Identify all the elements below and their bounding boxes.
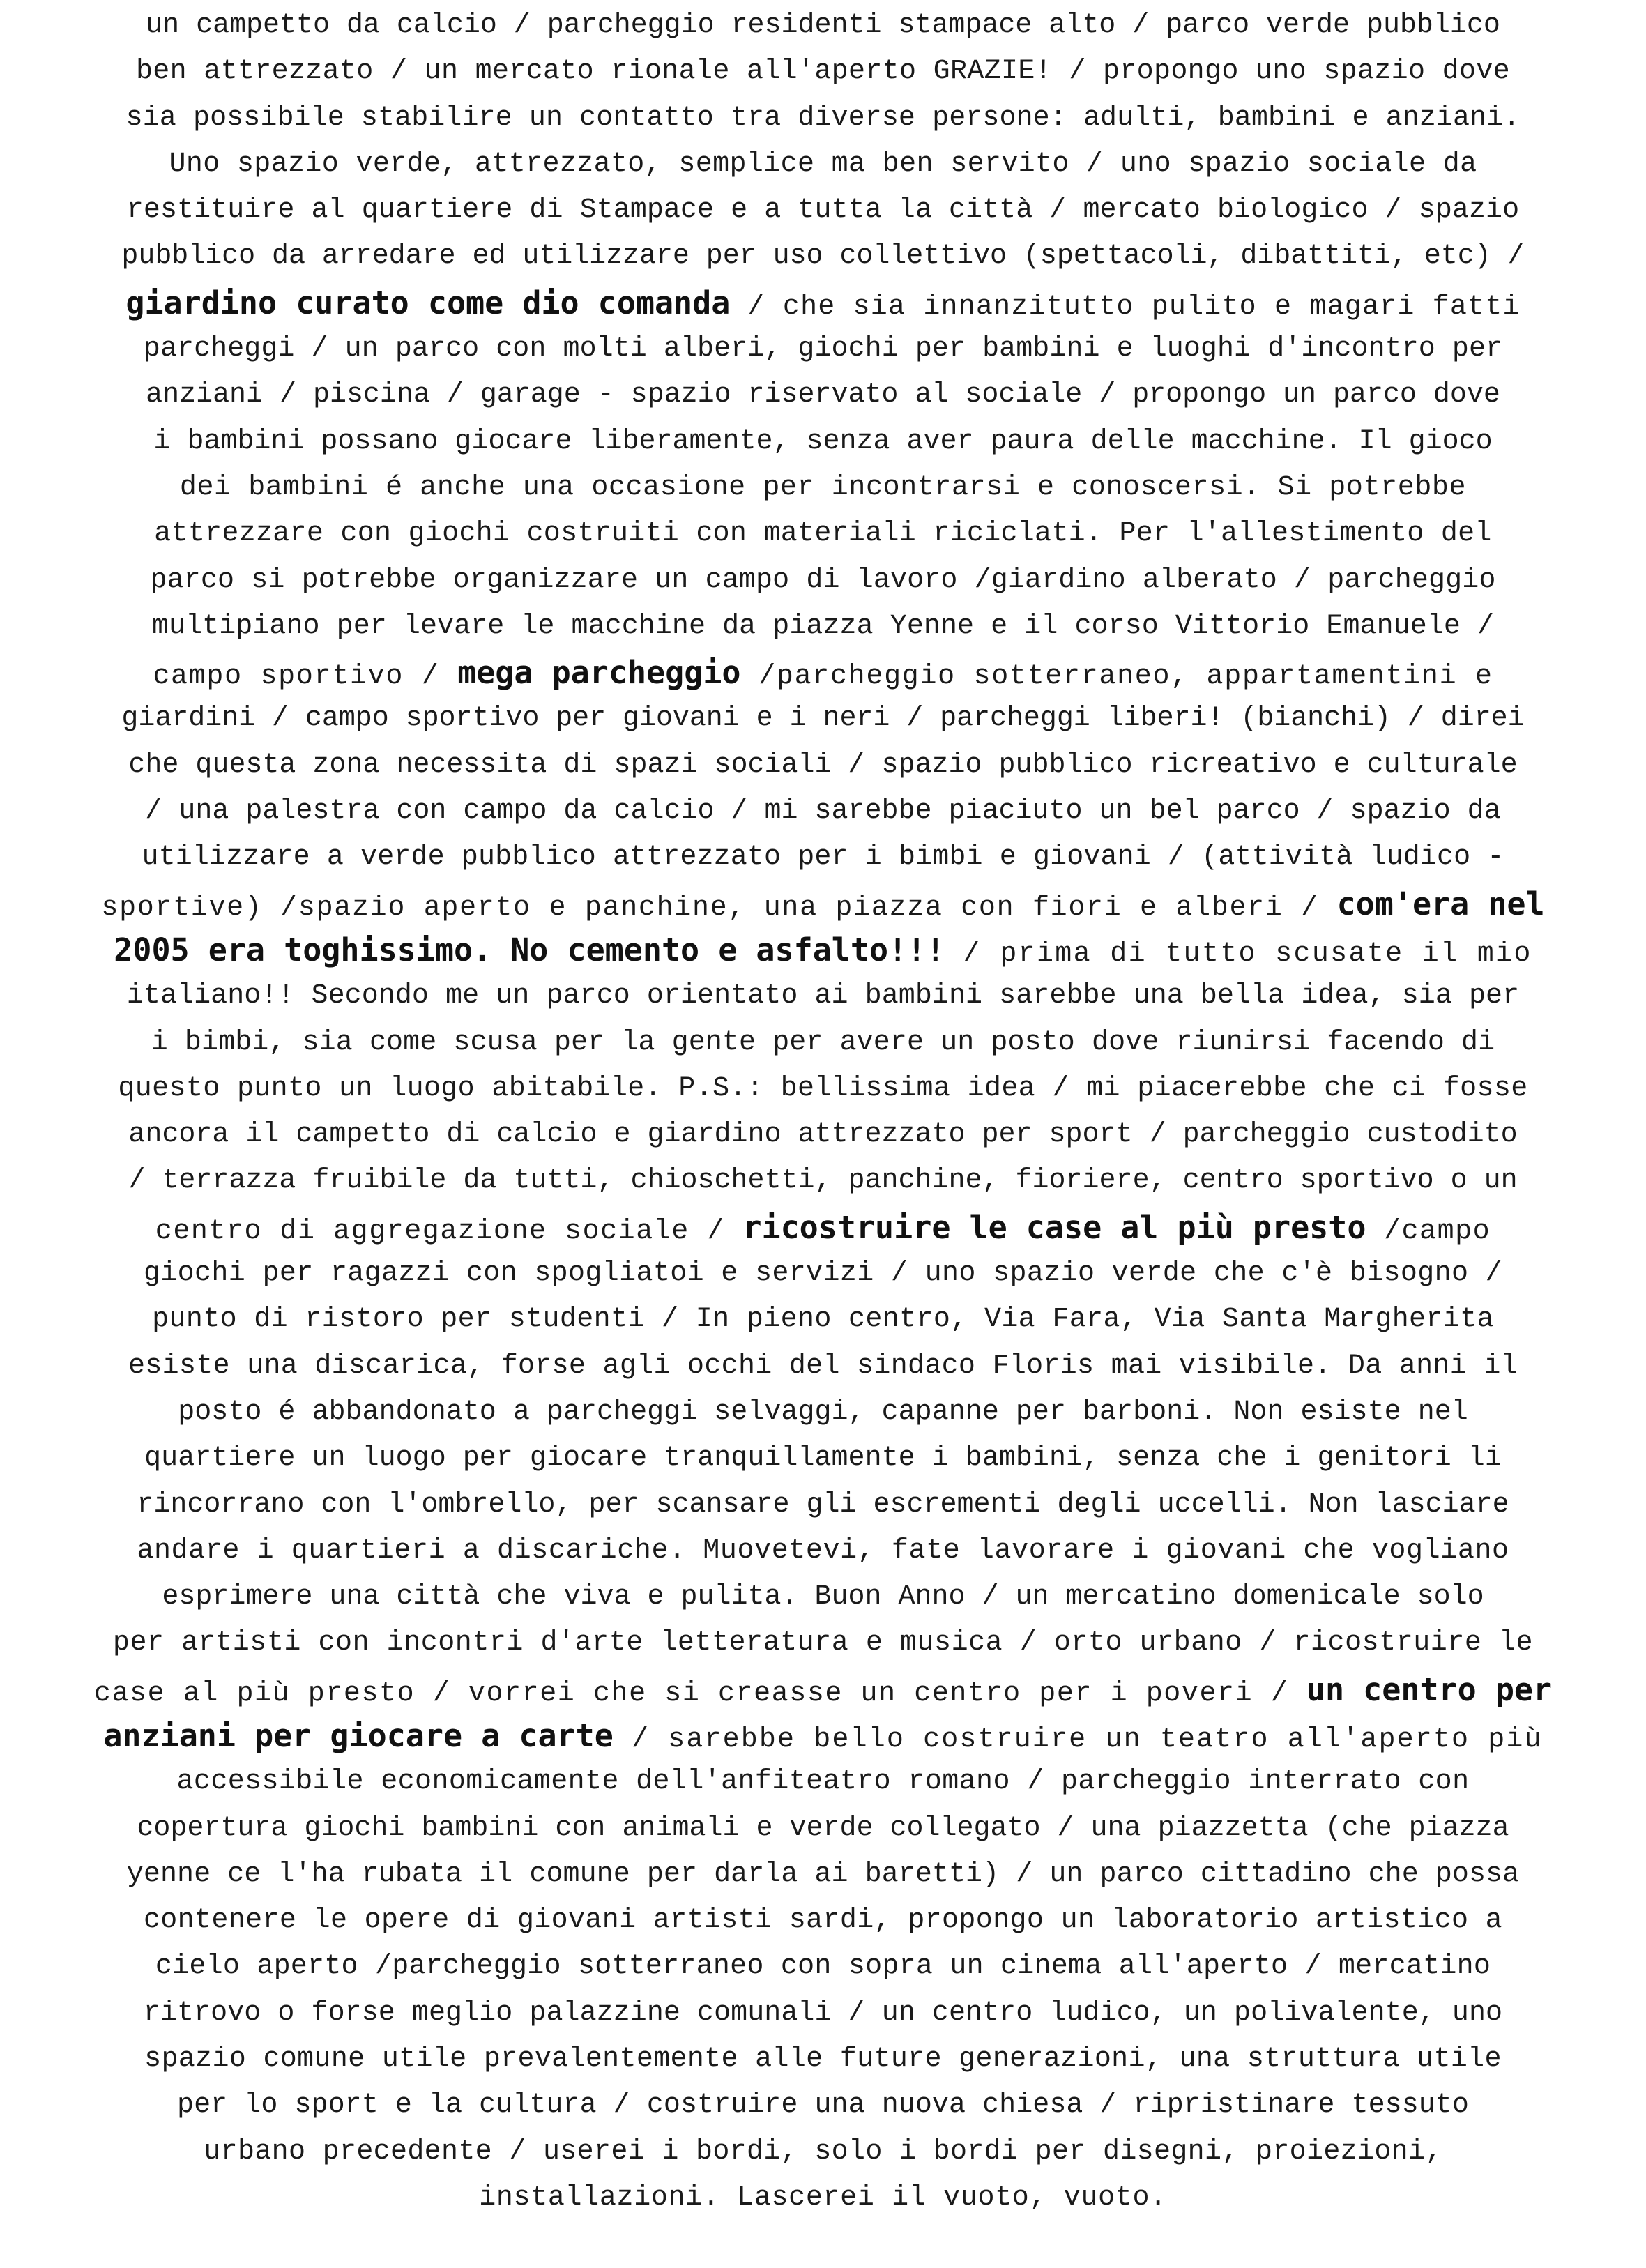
text-line bbox=[14, 927, 1632, 973]
text-segment: ancora il campetto di calcio e giardino attrezzato per sport / parcheggio custodito bbox=[128, 1119, 1518, 1151]
text-line bbox=[14, 1066, 1632, 1112]
text-line bbox=[14, 558, 1632, 604]
emphasized-phrase: giardino curato come dio comanda bbox=[125, 284, 731, 321]
text-segment: accessibile economicamente dell'anfiteatro romano / parcheggio interrato con bbox=[176, 1766, 1470, 1798]
text-line bbox=[14, 1574, 1632, 1620]
text-line bbox=[14, 1390, 1632, 1436]
text-segment: sportive) /spazio aperto e panchine, una piazza con fiori e alberi / bbox=[101, 892, 1337, 924]
text-segment: campo sportivo / bbox=[153, 661, 458, 693]
text-segment: contenere le opere di giovani artisti sardi, propongo un laboratorio artistico a bbox=[143, 1905, 1503, 1937]
text-segment: parco si potrebbe organizzare un campo di lavoro /giardino alberato / parcheggio bbox=[150, 564, 1496, 596]
emphasized-phrase: mega parcheggio bbox=[457, 654, 741, 692]
text-line bbox=[14, 2175, 1632, 2221]
text-segment: installazioni. Lascerei il vuoto, vuoto. bbox=[479, 2182, 1167, 2214]
text-line bbox=[14, 419, 1632, 465]
text-segment: / una palestra con campo da calcio / mi sarebbe piaciuto un bel parco / spazio da bbox=[145, 796, 1501, 828]
text-line bbox=[14, 1482, 1632, 1528]
text-line bbox=[14, 835, 1632, 881]
text-line bbox=[14, 142, 1632, 188]
text-segment: / che sia innanzitutto pulito e magari fatti bbox=[730, 291, 1521, 323]
emphasized-phrase: ricostruire le case al più presto bbox=[742, 1208, 1366, 1246]
text-line bbox=[14, 604, 1632, 650]
text-segment: sia possibile stabilire un contatto tra diverse persone: adulti, bambini e anziani. bbox=[125, 102, 1521, 134]
text-line bbox=[14, 1297, 1632, 1343]
text-line bbox=[14, 743, 1632, 789]
text-line bbox=[14, 1852, 1632, 1898]
text-segment: quartiere un luogo per giocare tranquillamente i bambini, senza che i genitori li bbox=[144, 1443, 1502, 1475]
text-line bbox=[14, 1806, 1632, 1852]
text-line bbox=[14, 789, 1632, 835]
text-segment: giochi per ragazzi con spogliatoi e servizi / uno spazio verde che c'è bisogno / bbox=[143, 1258, 1503, 1290]
text-segment: utilizzare a verde pubblico attrezzato per i bimbi e giovani / (attività ludico - bbox=[142, 842, 1504, 874]
text-segment: andare i quartieri a discariche. Muovetevi, fate lavorare i giovani che vogliano bbox=[137, 1535, 1509, 1567]
text-line bbox=[14, 372, 1632, 418]
text-segment: ritrovo o forse meglio palazzine comunali / un centro ludico, un polivalente, uno bbox=[143, 1997, 1503, 2029]
text-segment: punto di ristoro per studenti / In pieno centro, Via Fara, Via Santa Margherita bbox=[152, 1304, 1494, 1336]
text-segment: centro di aggregazione sociale / bbox=[155, 1215, 743, 1247]
text-line bbox=[14, 188, 1632, 234]
text-segment: urbano precedente / userei i bordi, solo i bordi per disegni, proiezioni, bbox=[204, 2136, 1442, 2168]
text-segment: restituire al quartiere di Stampace e a tutta la città / mercato biologico / spazio bbox=[126, 195, 1520, 227]
text-segment: esprimere una città che viva e pulita. Buon Anno / un mercatino domenicale solo bbox=[162, 1581, 1484, 1613]
text-segment: spazio comune utile prevalentemente alle future generazioni, una struttura utile bbox=[144, 2044, 1502, 2076]
text-segment: giardini / campo sportivo per giovani e i neri / parcheggi liberi! (bianchi) / direi bbox=[121, 703, 1525, 735]
text-line bbox=[14, 1205, 1632, 1251]
text-segment: attrezzare con giochi costruiti con materiali riciclati. Per l'allestimento del bbox=[154, 518, 1492, 550]
text-segment: multipiano per levare le macchine da piazza Yenne e il corso Vittorio Emanuele / bbox=[151, 610, 1495, 642]
text-line bbox=[14, 1991, 1632, 2037]
emphasized-phrase: 2005 era toghissimo. No cemento e asfalto!!! bbox=[114, 931, 945, 968]
text-segment: esiste una discarica, forse agli occhi del sindaco Floris mai visibile. Da anni il bbox=[128, 1350, 1518, 1382]
text-segment: /campo bbox=[1366, 1215, 1491, 1247]
text-line bbox=[14, 1251, 1632, 1297]
text-segment: /parcheggio sotterraneo, appartamentini e bbox=[740, 661, 1493, 693]
text-segment: / sarebbe bello costruire un teatro all'aperto più bbox=[613, 1723, 1543, 1756]
text-line bbox=[14, 1158, 1632, 1204]
text-line bbox=[14, 1620, 1632, 1666]
text-line bbox=[14, 234, 1632, 280]
text-segment: case al più presto / vorrei che si creasse un centro per i poveri / bbox=[93, 1677, 1306, 1710]
text-line bbox=[14, 326, 1632, 372]
text-segment: per lo sport e la cultura / costruire una nuova chiesa / ripristinare tessuto bbox=[177, 2090, 1469, 2122]
text-segment: anziani / piscina / garage - spazio riservato al sociale / propongo un parco dove bbox=[146, 379, 1500, 411]
text-line bbox=[14, 465, 1632, 511]
text-segment: posto é abbandonato a parcheggi selvaggi, capanne per barboni. Non esiste nel bbox=[178, 1396, 1468, 1428]
text-line bbox=[14, 1944, 1632, 1990]
text-segment: questo punto un luogo abitabile. P.S.: bellissima idea / mi piacerebbe che ci fosse bbox=[118, 1072, 1528, 1104]
text-line bbox=[14, 1667, 1632, 1713]
text-segment: cielo aperto /parcheggio sotterraneo con sopra un cinema all'aperto / mercatino bbox=[155, 1951, 1491, 1983]
text-segment: yenne ce l'ha rubata il comune per darla ai baretti) / un parco cittadino che possa bbox=[126, 1858, 1520, 1890]
text-line bbox=[14, 881, 1632, 927]
emphasized-phrase: un centro per bbox=[1306, 1670, 1553, 1708]
text-segment: per artisti con incontri d'arte letteratura e musica / orto urbano / ricostruire le bbox=[112, 1627, 1534, 1659]
text-line bbox=[14, 511, 1632, 557]
text-line bbox=[14, 650, 1632, 696]
text-line bbox=[14, 1898, 1632, 1944]
text-segment: copertura giochi bambini con animali e verde collegato / una piazzetta (che piazza bbox=[137, 1812, 1509, 1844]
text-line bbox=[14, 280, 1632, 326]
text-segment: italiano!! Secondo me un parco orientato ai bambini sarebbe una bella idea, sia per bbox=[126, 980, 1520, 1012]
text-line bbox=[14, 1528, 1632, 1574]
emphasized-phrase: anziani per giocare a carte bbox=[103, 1717, 614, 1754]
text-line bbox=[14, 1436, 1632, 1482]
text-segment: pubblico da arredare ed utilizzare per uso collettivo (spettacoli, dibattiti, etc) / bbox=[121, 241, 1525, 273]
text-segment: i bimbi, sia come scusa per la gente per avere un posto dove riunirsi facendo di bbox=[151, 1026, 1495, 1058]
text-line bbox=[14, 1759, 1632, 1805]
text-segment: Uno spazio verde, attrezzato, semplice ma ben servito / uno spazio sociale da bbox=[169, 148, 1477, 180]
text-line bbox=[14, 49, 1632, 95]
document-page bbox=[14, 3, 1632, 2262]
text-segment: i bambini possano giocare liberamente, senza aver paura delle macchine. Il gioco bbox=[153, 425, 1493, 457]
text-line bbox=[14, 2037, 1632, 2083]
text-line bbox=[14, 973, 1632, 1019]
text-segment: che questa zona necessita di spazi sociali / spazio pubblico ricreativo e culturale bbox=[128, 749, 1518, 781]
text-line bbox=[14, 696, 1632, 742]
text-line bbox=[14, 1713, 1632, 1759]
text-line bbox=[14, 1020, 1632, 1066]
text-line bbox=[14, 96, 1632, 142]
emphasized-phrase: com'era nel bbox=[1336, 885, 1545, 922]
text-segment: parcheggi / un parco con molti alberi, giochi per bambini e luoghi d'incontro per bbox=[143, 333, 1503, 365]
text-line bbox=[14, 2083, 1632, 2129]
text-segment: dei bambini é anche una occasione per incontrarsi e conoscersi. Si potrebbe bbox=[179, 471, 1467, 503]
text-line bbox=[14, 1344, 1632, 1390]
text-line bbox=[14, 3, 1632, 49]
text-segment: ben attrezzato / un mercato rionale all'aperto GRAZIE! / propongo uno spazio dove bbox=[135, 56, 1511, 88]
text-segment: / prima di tutto scusate il mio bbox=[945, 938, 1532, 970]
text-line bbox=[14, 2129, 1632, 2175]
text-line bbox=[14, 1112, 1632, 1158]
text-segment: un campetto da calcio / parcheggio residenti stampace alto / parco verde pubblico bbox=[146, 10, 1500, 41]
text-segment: rincorrano con l'ombrello, per scansare gli escrementi degli uccelli. Non lasciare bbox=[137, 1489, 1509, 1521]
text-segment: / terrazza fruibile da tutti, chioschetti, panchine, fioriere, centro sportivo o un bbox=[128, 1165, 1518, 1197]
